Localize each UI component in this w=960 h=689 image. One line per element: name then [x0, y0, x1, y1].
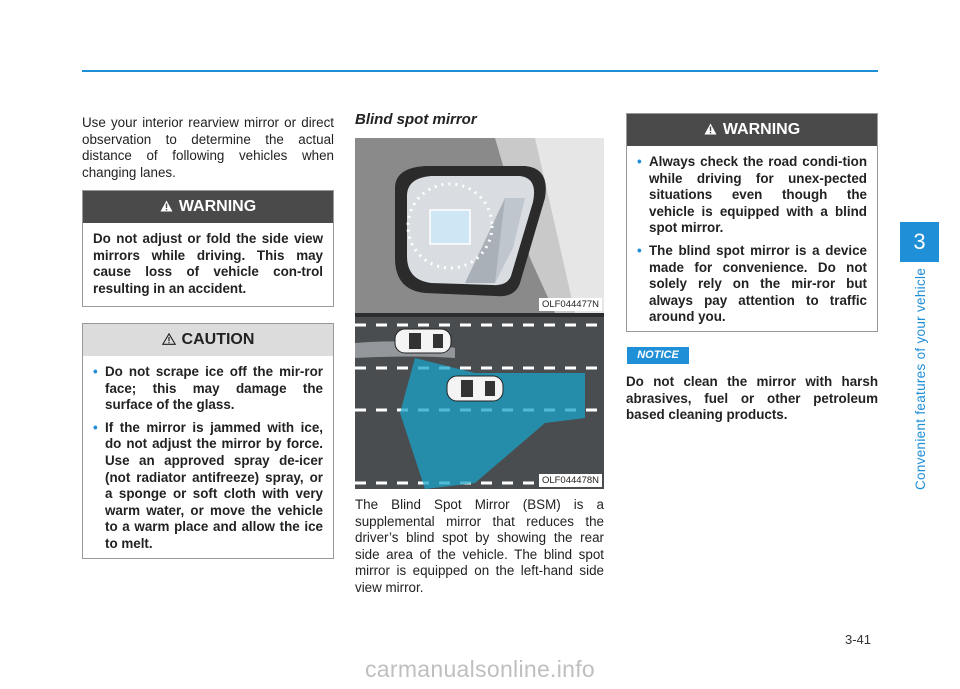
caution-heading: CAUTION: [181, 331, 255, 348]
page-number: 3-41: [845, 632, 872, 647]
caution-item: • If the mirror is jammed with ice, do not adjust the mirror by force. Use an approved spray de-icer (not radiator antifreeze) spray, or a sponge or soft cloth with very warm water, or move the vehicle to a warm place and allow the ice to melt.: [93, 419, 323, 551]
image-caption: OLF044478N: [539, 474, 602, 487]
image-caption: OLF044477N: [539, 298, 602, 311]
chapter-title: Convenient features of your vehicle: [913, 267, 928, 490]
warning-triangle-icon: [704, 123, 717, 138]
warning-header: [83, 191, 333, 223]
blind-spot-diagram-image: [355, 313, 604, 489]
caution-triangle-icon: [162, 333, 176, 348]
warning-header: [627, 114, 877, 146]
caution-item: • Do not scrape ice off the mir-ror face; this may damage the surface of the glass.: [93, 364, 323, 413]
bullet-icon: •: [93, 419, 98, 435]
warning-box-bsm: [626, 113, 878, 332]
bsm-description: The Blind Spot Mirror (BSM) is a supplemental mirror that reduces the driver’s blind spot by showing the rear side area of the vehicle. The blind spot mirror is equipped on the left-hand side view mirror.: [355, 497, 604, 595]
bullet-icon: •: [637, 242, 642, 258]
notice-label: NOTICE: [627, 347, 689, 364]
warning-item: • Always check the road condi-tion while driving for unex-pected situations even though the vehicle is equipped with a blind spot mirror.: [637, 154, 867, 236]
warning-text: Do not adjust or fold the side view mirrors while driving. This may cause loss of vehicle con-trol resulting in an accident.: [93, 231, 323, 296]
warning-heading: WARNING: [722, 121, 801, 138]
bullet-icon: •: [637, 154, 642, 169]
caution-header: [83, 324, 333, 356]
watermark: carmanualsonline.info: [364, 656, 596, 682]
caution-box-ice: [82, 323, 334, 559]
blind-spot-mirror-image: [355, 138, 604, 313]
intro-paragraph: Use your interior rearview mirror or direct observation to determine the actual distance of following vehicles when changing lanes.: [82, 115, 334, 180]
chapter-number-tab: 3: [900, 222, 939, 262]
warning-heading: WARNING: [178, 198, 257, 215]
bullet-icon: •: [93, 364, 98, 379]
warning-item: • The blind spot mirror is a device made for convenience. Do not solely rely on the mir-ror but always pay attention to traffic around you.: [637, 242, 867, 325]
warning-box-mirrors: [82, 190, 334, 307]
notice-text: Do not clean the mirror with harsh abrasives, fuel or other petroleum based cleaning products.: [626, 374, 878, 423]
header-rule: [82, 70, 878, 72]
section-title: Blind spot mirror: [355, 111, 477, 128]
warning-triangle-icon: [160, 200, 173, 215]
